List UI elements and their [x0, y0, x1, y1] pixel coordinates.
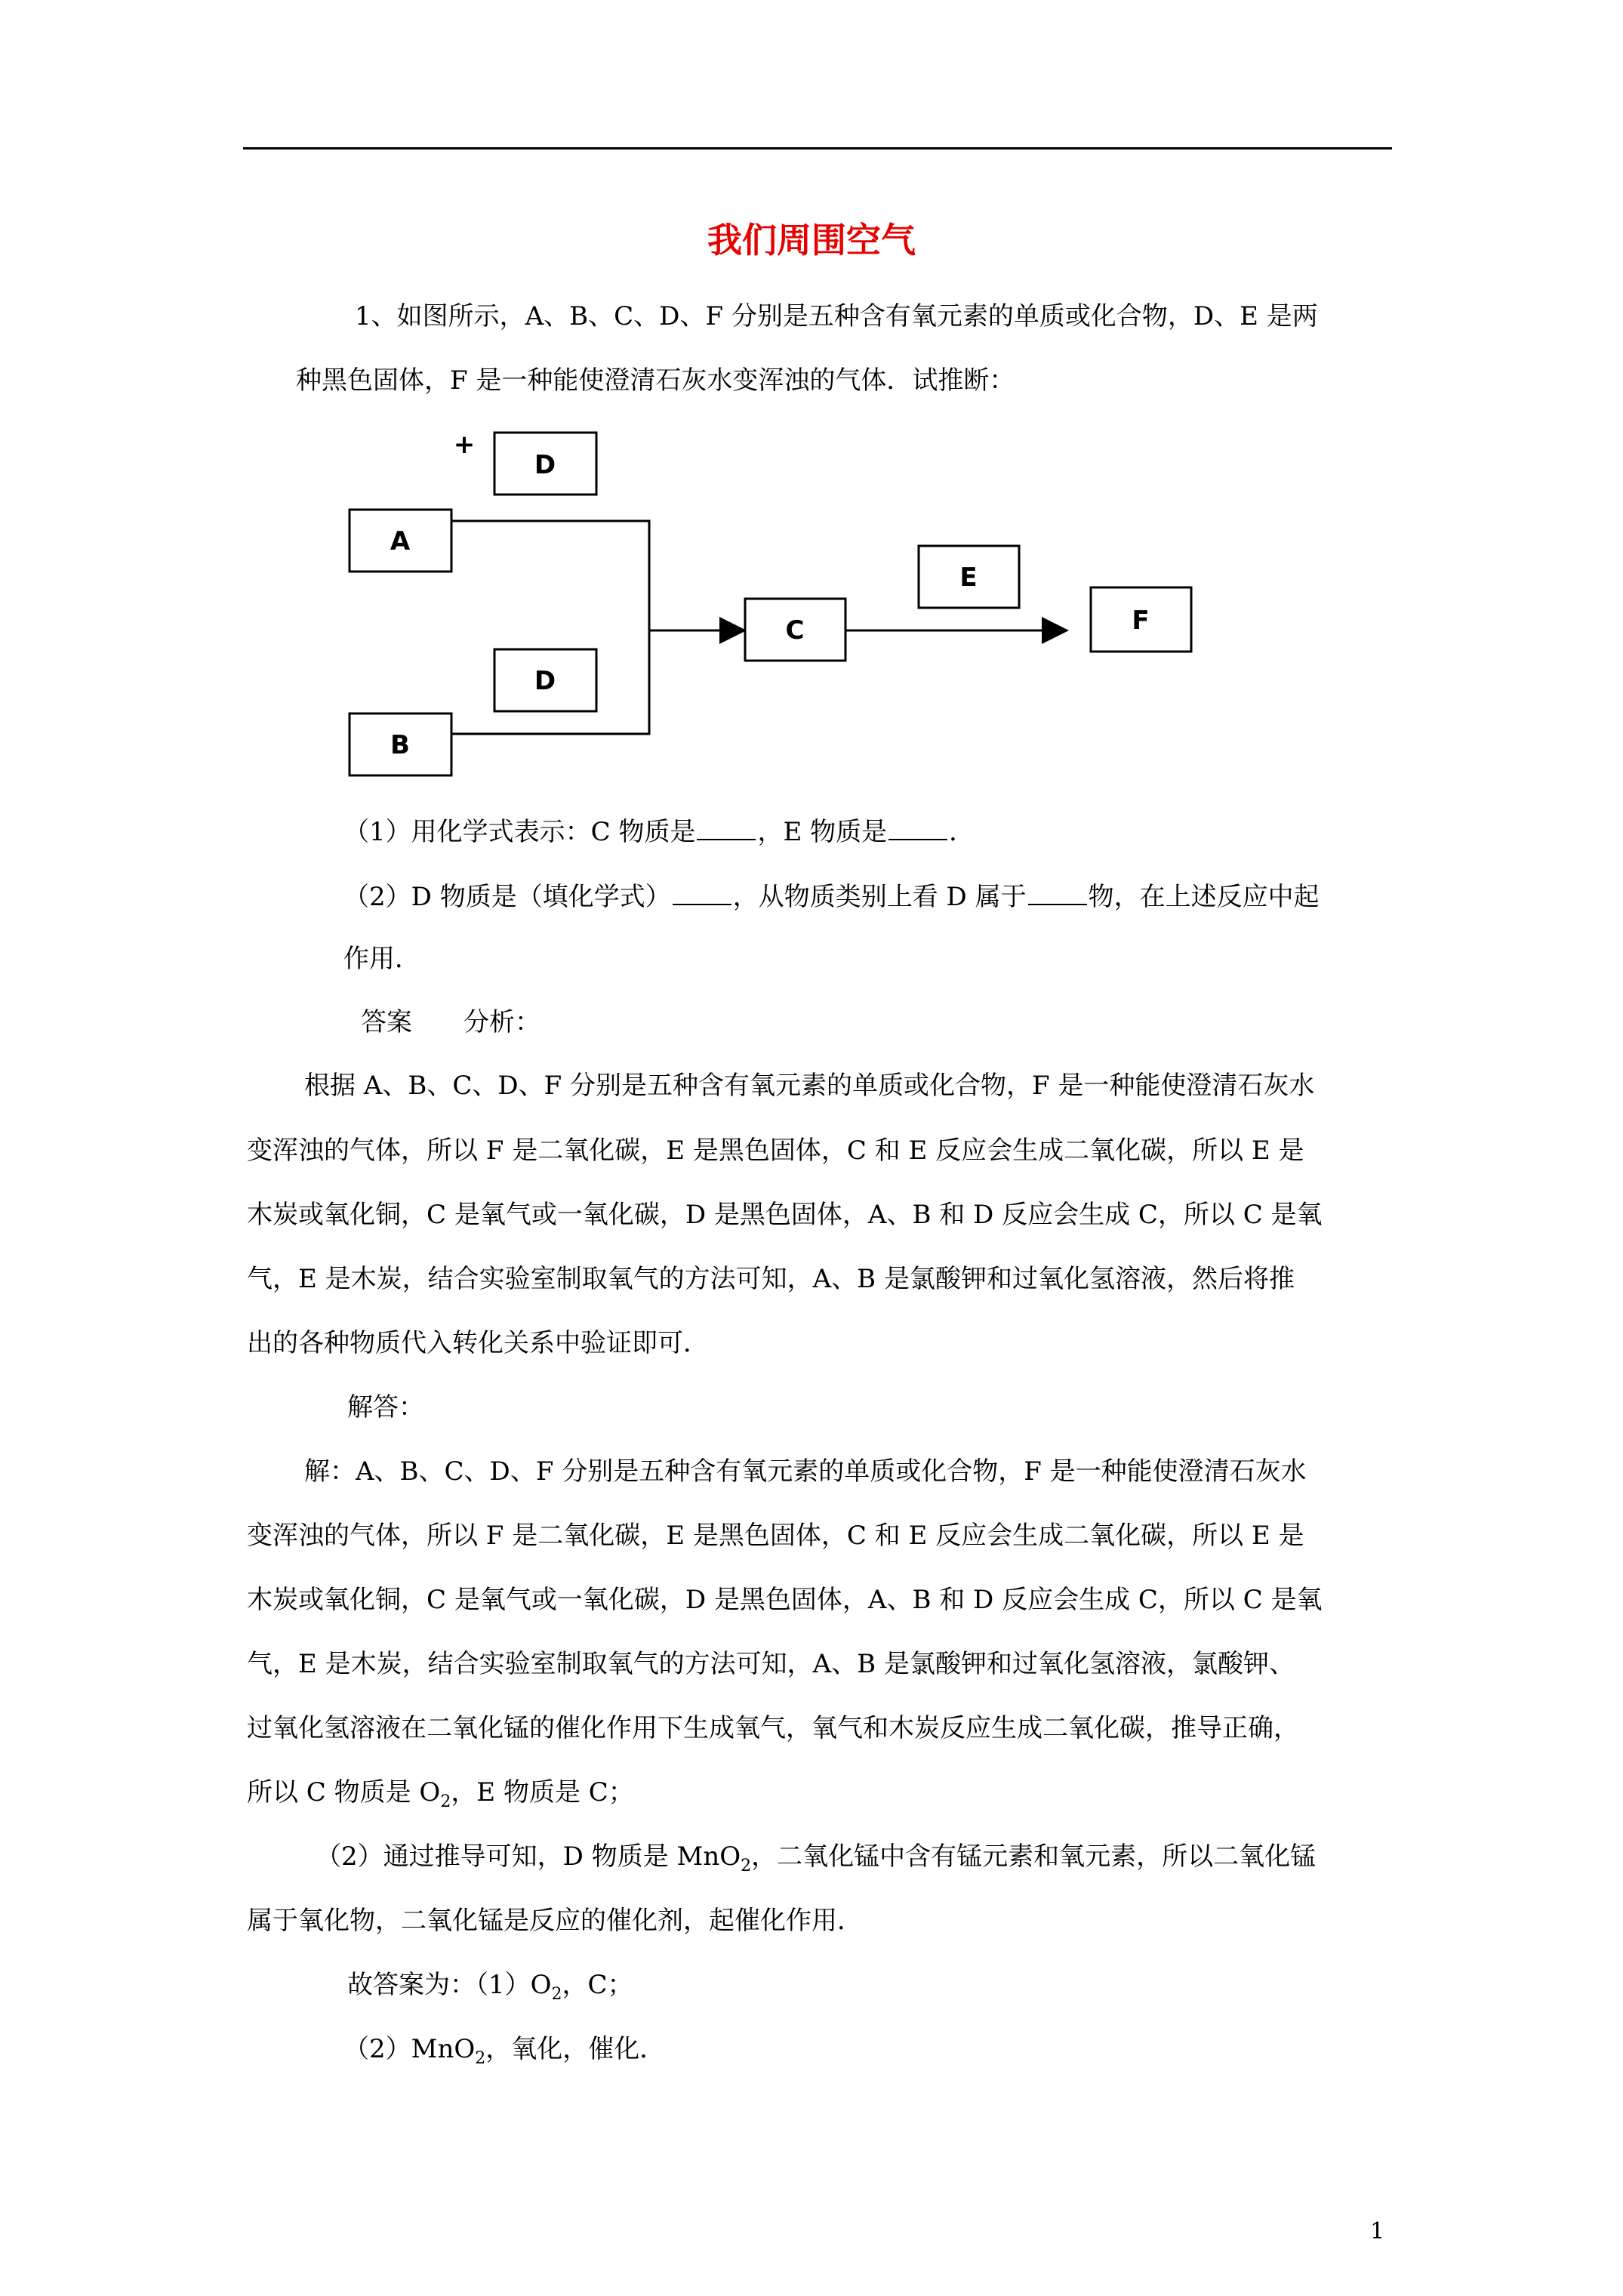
sub-question-2-cont: 作用．	[343, 944, 420, 974]
question-line-2: 种黑色固体，F 是一种能使澄清石灰水变浑浊的气体．试推断：	[296, 365, 1015, 396]
analysis-line: 变浑浊的气体，所以 F 是二氧化碳，E 是黑色固体，C 和 E 反应会生成二氧化碳，所以 E 是	[247, 1136, 1304, 1166]
page-title: 我们周围空气	[707, 220, 916, 260]
analysis-line: 气，E 是木炭，结合实验室制取氧气的方法可知，A、B 是氯酸钾和过氧化氢溶液，然后将推	[247, 1264, 1295, 1294]
subscript: 2	[551, 1984, 562, 2004]
analysis-line: 木炭或氧化铜，C 是氧气或一氧化碳，D 是黑色固体，A、B 和 D 反应会生成 C，所以 C 是氧	[247, 1200, 1323, 1230]
subscript: 2	[741, 1856, 752, 1875]
solution-line: 解：A、B、C、D、F 分别是五种含有氧元素的单质或化合物，F 是一种能使澄清石灰水	[304, 1456, 1307, 1487]
solution-last-a: 所以 C 物质是 O	[247, 1777, 441, 1808]
blank-c-answer[interactable]	[697, 813, 756, 840]
sub-question-1	[343, 813, 975, 850]
blank-d-category[interactable]	[1028, 878, 1087, 905]
sub-q1-part-c: ．	[949, 817, 975, 847]
sub-q2-part-c: 物，在上述反应中起	[1088, 882, 1320, 912]
final2-a: （2）MnO	[343, 2034, 476, 2064]
blank-d-formula[interactable]	[673, 878, 731, 905]
sub-q2-part-a: （2）D 物质是（填化学式）	[343, 882, 671, 912]
label-b: B	[390, 730, 410, 760]
solution-last-b: ，E 物质是 C；	[451, 1777, 634, 1808]
page-number: 1	[1370, 2218, 1385, 2245]
header-rule	[243, 147, 1392, 149]
blank-e-answer[interactable]	[888, 813, 947, 840]
final-answer-2	[343, 2031, 665, 2077]
sub-q1-part-b: ，E 物质是	[757, 817, 888, 847]
part2-line-2: 属于氧化物，二氧化锰是反应的催化剂，起催化作用．	[247, 1906, 863, 1936]
reaction-diagram	[343, 427, 1200, 781]
final1-b: ，C；	[562, 1970, 633, 2000]
solution-header: 解答：	[347, 1392, 424, 1422]
solution-last-line	[247, 1774, 634, 1820]
label-d-bottom: D	[534, 666, 556, 696]
subscript: 2	[475, 2048, 486, 2068]
sub-q1-part-a: （1）用化学式表示：C 物质是	[343, 817, 696, 847]
solution-line: 过氧化氢溶液在二氧化锰的催化作用下生成氧气，氧气和木炭反应生成二氧化碳，推导正确，	[247, 1713, 1299, 1743]
part2-line1-b: ，二氧化锰中含有锰元素和氧元素，所以二氧化锰	[751, 1841, 1317, 1872]
sub-question-2	[343, 878, 1320, 915]
subscript: 2	[440, 1792, 451, 1811]
final2-b: ，氧化，催化．	[485, 2034, 666, 2064]
plus-sign: +	[453, 430, 476, 460]
label-a: A	[390, 526, 411, 556]
sub-q2-part-b: ，从物质类别上看 D 属于	[732, 882, 1027, 912]
solution-line: 气，E 是木炭，结合实验室制取氧气的方法可知，A、B 是氯酸钾和过氧化氢溶液，氯酸钾、	[247, 1649, 1295, 1679]
part2-line-1	[316, 1838, 1316, 1885]
final-answer-1	[347, 1967, 633, 2013]
answer-header: 答案 分析：	[361, 1007, 540, 1037]
label-f: F	[1132, 606, 1150, 636]
question-line-1: 1、如图所示，A、B、C、D、F 分别是五种含有氧元素的单质或化合物，D、E 是两	[355, 301, 1318, 331]
analysis-line: 出的各种物质代入转化关系中验证即可．	[247, 1328, 709, 1358]
label-e: E	[959, 562, 978, 593]
solution-line: 木炭或氧化铜，C 是氧气或一氧化碳，D 是黑色固体，A、B 和 D 反应会生成 C，所以 C 是氧	[247, 1585, 1323, 1615]
label-c: C	[785, 615, 805, 646]
solution-line: 变浑浊的气体，所以 F 是二氧化碳，E 是黑色固体，C 和 E 反应会生成二氧化碳，所以 E 是	[247, 1521, 1304, 1551]
analysis-line: 根据 A、B、C、D、F 分别是五种含有氧元素的单质或化合物，F 是一种能使澄清石灰水	[304, 1071, 1315, 1101]
final1-a: 故答案为：（1）O	[347, 1970, 552, 2000]
part2-line1-a: （2）通过推导可知，D 物质是 MnO	[316, 1841, 741, 1872]
label-d-top: D	[534, 450, 556, 480]
